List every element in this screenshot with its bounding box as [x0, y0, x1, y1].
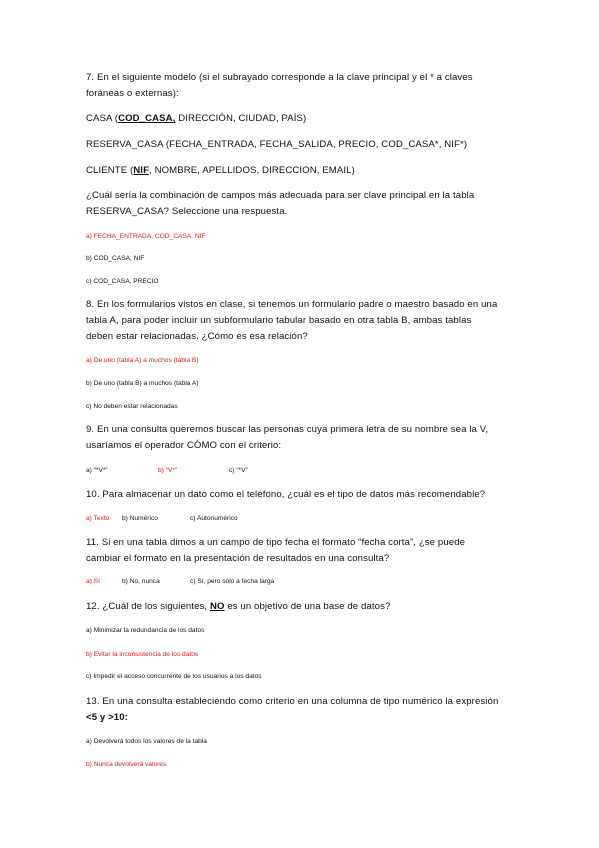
q12-emphasis: NO [209, 601, 225, 612]
q12-option-c: c) Impedir el acceso concurrente de los usuarios a los datos [86, 673, 262, 680]
q8-text-line1: 8. En los formularios vistos en clase, si tenemos un formulario padre o maestro basado en una [86, 299, 498, 310]
q10-option-b: b) Numérico [122, 515, 158, 522]
q11-option-b: b) No, nunca [122, 578, 160, 585]
q8-option-c: c) No deben estar relacionadas [86, 403, 178, 410]
q8-text-line2: tabla A, para poder incluir un subformulario tabular basado en otra tabla B, ambas tablas [86, 315, 472, 326]
q11-option-a: a) Sí [86, 578, 100, 585]
q12-option-a: a) Minimizar la redundancia de los datos [86, 627, 205, 634]
q10-text-line1: 10. Para almacenar un dato como el teléfono, ¿cuál es el tipo de datos más recomendable? [86, 489, 486, 500]
q7-option-b: b) COD_CASA, NIF [86, 255, 145, 262]
casa-suffix: DIRECCIÓN, CIUDAD, PAÍS) [175, 113, 307, 124]
q12-option-b: b) Evitar la inconsistencia de los datos [86, 651, 199, 658]
cliente-suffix: , NOMBRE, APELLIDOS, DIRECCION, EMAIL) [149, 165, 355, 176]
cliente-prefix: CLIENTE ( [86, 165, 134, 176]
casa-prefix: CASA ( [86, 113, 119, 124]
q11-option-c: c) Sí, pero sólo a fecha larga [190, 578, 275, 585]
q8-option-b: b) De uno (tabla B) a muchos (tabla A) [86, 380, 199, 387]
q11-text-line2: cambiar el formato en la presentación de resultados en una consulta? [86, 553, 390, 564]
q9-option-a: a) “*V*” [86, 467, 108, 474]
q9-option-c: c) “*V” [229, 467, 248, 474]
q8-text-line3: deben estar relacionadas. ¿Cómo es esa relación? [86, 331, 308, 342]
q7-reserva-model: RESERVA_CASA (FECHA_ENTRADA, FECHA_SALIDA, PRECIO, COD_CASA*, NIF*) [86, 139, 468, 150]
casa-primary-key: COD_CASA, [118, 113, 176, 124]
q13-option-b: b) Nunca devolverá valores [86, 761, 167, 768]
q13-option-a: a) Devolverá todos los valores de la tabla [86, 738, 207, 745]
q10-option-c: c) Autonumérico [190, 515, 238, 522]
q12-text [86, 601, 390, 612]
q7-casa-model [86, 113, 306, 124]
cliente-primary-key: NIF [133, 165, 150, 176]
q9-text-line1: 9. En una consulta queremos buscar las personas cuya primera letra de su nombre sea la V, [86, 424, 489, 435]
q7-question-line2: RESERVA_CASA? Seleccione una respuesta. [86, 206, 288, 217]
q7-option-a: a) FECHA_ENTRADA, COD_CASA, NIF [86, 233, 206, 240]
q13-text-line2: <5 y >10: [86, 712, 128, 723]
q7-text-line2: foráneas o externas): [86, 88, 179, 99]
q13-text-line1: 13. En una consulta estableciendo como criterio en una columna de tipo numérico la expresión [86, 696, 499, 707]
q7-cliente-model [86, 165, 355, 176]
q12-suffix: es un objetivo de una base de datos? [224, 601, 391, 612]
q12-prefix: 12. ¿Cuál de los siguientes, [86, 601, 210, 612]
q7-option-c: c) COD_CASA, PRECIO [86, 278, 159, 285]
q10-option-a: a) Texto [86, 515, 110, 522]
q7-text-line1: 7. En el siguiente modelo (si el subrayado corresponde a la clave principal y el * a claves [86, 72, 473, 83]
q7-question-line1: ¿Cuál sería la combinación de campos más adecuada para ser clave principal en la tabla [86, 190, 475, 201]
q8-option-a: a) De uno (tabla A) a muchos (tabla B) [86, 357, 199, 364]
q9-text-line2: usaríamos el operador CÓMO con el criterio: [86, 440, 282, 451]
q11-text-line1: 11. Si en una tabla dimos a un campo de tipo fecha el formato “fecha corta”, ¿se puede [86, 537, 466, 548]
q9-option-b: b) “V*” [158, 467, 178, 474]
